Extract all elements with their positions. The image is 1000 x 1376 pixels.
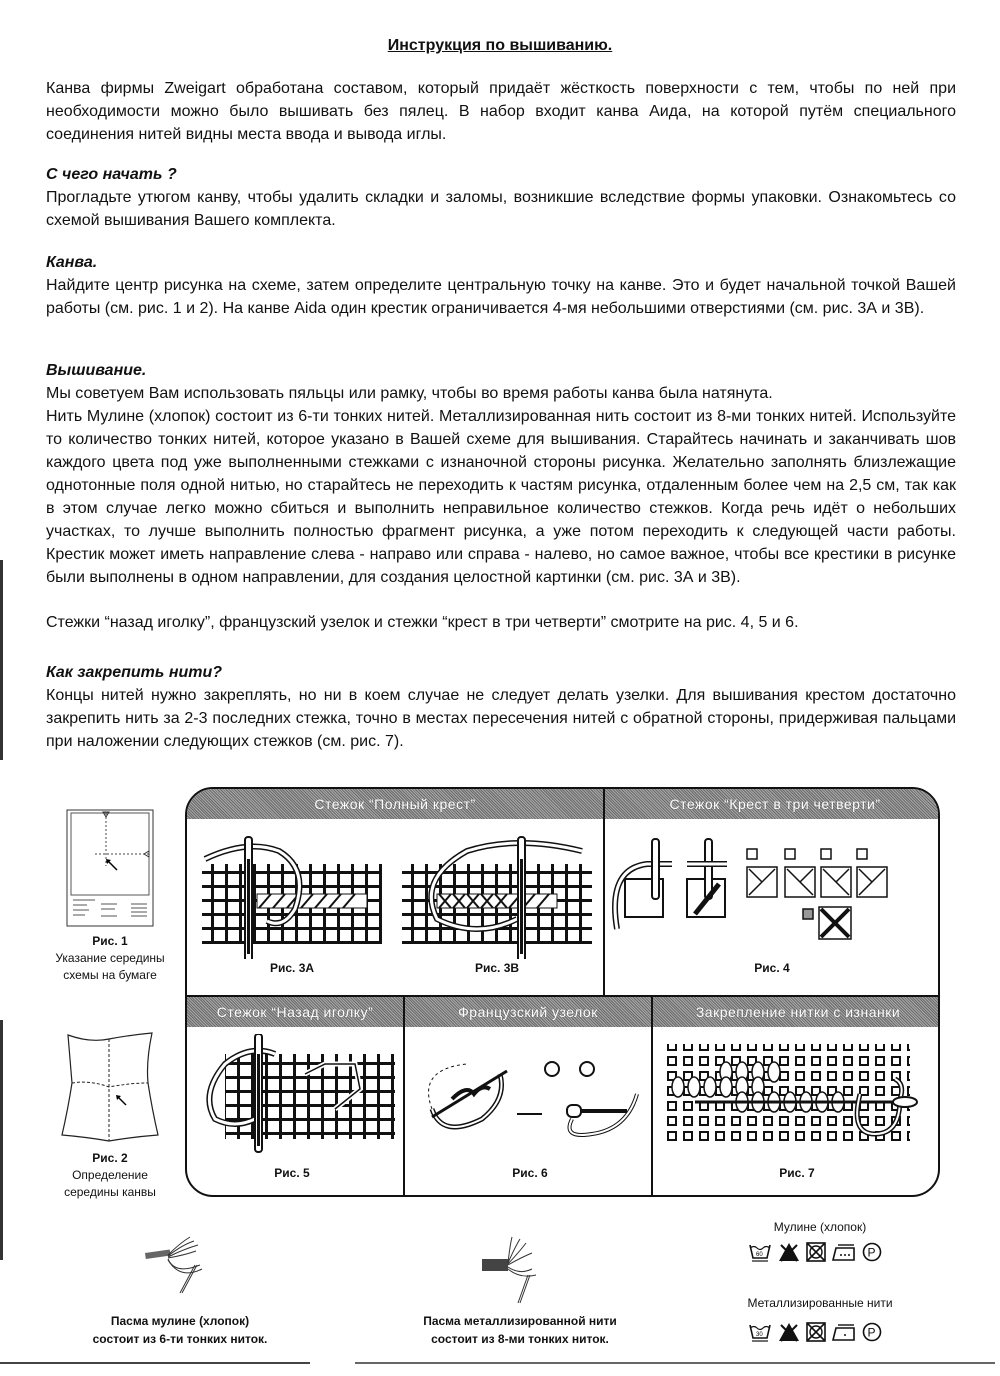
section-fastening [46, 661, 956, 753]
figure-caption: Определение [72, 1168, 148, 1182]
figure-2 [40, 1025, 180, 1201]
section-canvas [46, 251, 956, 320]
panel-header-backstitch: Стежок “Назад иголку” [187, 997, 403, 1027]
thread-fastening-illustration [665, 1039, 930, 1144]
figure-label-6: Рис. 6 [512, 1166, 548, 1180]
french-knot-illustration [412, 1039, 647, 1149]
divider [651, 997, 653, 1197]
section-text: Нить Мулине (хлопок) состоит из 6-ти тонких нитей. Металлизированная нить состоит из 8-ми тонких нитей. Используйте то количество тонких нитей, которое указано в Вашей схеме для вышивания. Старайтесь начинать и заканчивать шов каждого цвета под уже выполненными стежками с изнаночной стороны рисунка. Желательно заполнять близлежащие однотонные поля одной нитью, но старайтесь не переходить к частям рисунка, отдаленным более чем на 2,5 см, так как в этом случае легко можно сбиться и выполнить неправильное количество стежков. Когда речь идёт о небольших участках, то лучше выполнить полностью фрагмент рисунка, а уже потом переходить к следующей части работы. Крестик может иметь направление слева - направо или справа - налево, но самое важное, чтобы все крестики в рисунке были выполнены в одном направлении, для создания целостной картинки (см. рис. 3А и 3В). [46, 408, 956, 586]
panel-header-three-quarter-cross: Стежок “Крест в три четверти” [605, 789, 940, 819]
section-text: Прогладьте утюгом канву, чтобы удалить складки и заломы, возникшие вследствие формы упаковки. Ознакомьтесь со схемой вышивания Вашего комплекта. [46, 189, 956, 229]
no-tumble-dry-icon [806, 1322, 826, 1342]
backstitch-illustration [195, 1034, 400, 1154]
metallic-skein-caption [400, 1312, 640, 1348]
wash-60-icon [748, 1242, 772, 1262]
section-heading: С чего начать ? [46, 166, 177, 183]
panel-header-french-knot: Французский узелок [405, 997, 651, 1027]
caption-line: состоит из 8-ми тонких ниток. [431, 1332, 609, 1346]
scan-edge-mark [0, 1020, 3, 1260]
folded-canvas-icon [60, 1025, 160, 1145]
wash-30-icon [748, 1322, 772, 1342]
care-title-cotton: Мулине (хлопок) [773, 1220, 867, 1234]
figure-label-4: Рис. 4 [754, 961, 790, 975]
section-heading: Как закрепить нити? [46, 664, 223, 681]
figure-caption: схемы на бумаге [63, 968, 157, 982]
figure-label: Рис. 2 [92, 1151, 128, 1165]
section-start [46, 163, 956, 232]
section-text: Мы советуем Вам использовать пяльцы или рамку, чтобы во время работы канва была натянута. [46, 385, 773, 402]
pattern-sheet-icon [65, 808, 155, 928]
full-cross-stitch-3b-illustration [397, 829, 597, 959]
svg-text:60: 60 [756, 1252, 763, 1258]
no-bleach-icon [778, 1322, 800, 1342]
section-text: Найдите центр рисунка на схеме, затем определите центральную точку на канве. Это и будет начальной точкой Вашей работы (см. рис. 1 и 2). На канве Aida один крестик ограничивается 4-мя небольшими отверстиями (см. рис. 3А и 3В). [46, 277, 956, 317]
figure-label-5: Рис. 5 [274, 1166, 310, 1180]
footer-rule [355, 1362, 995, 1364]
footer-rule [0, 1362, 310, 1364]
care-title-metallic: Металлизированные нити [747, 1296, 893, 1310]
stitch-diagrams-frame [185, 787, 940, 1197]
figure-label-3b: Рис. 3В [474, 961, 520, 975]
three-quarter-cross-illustration [607, 829, 937, 959]
metallic-skein-icon [480, 1235, 550, 1305]
intro-text: Канва фирмы Zweigart обработана составом, который придаёт жёсткость поверхности с тем, чтобы по ней при необходимости можно было вышивать без пялец. В набор входит канва Аида, на которой путём специального соединения нитей видны места ввода и вывода иглы. [46, 80, 956, 143]
section-text: Концы нитей нужно закреплять, но ни в коем случае не следует делать узелки. Для вышивания крестом достаточно закрепить нить за 2-3 последних стежка, точно в местах пересечения нитей с обратной стороны, придерживая пальцами при наложении следующих стежков (см. рис. 7). [46, 687, 956, 750]
figure-caption: середины канвы [64, 1185, 156, 1199]
panel-header-thread-fastening: Закрепление нитки с изнанки [653, 997, 940, 1027]
iron-1-dot-icon [832, 1322, 856, 1342]
dry-clean-p-icon [862, 1242, 882, 1262]
iron-3-dots-icon [832, 1242, 856, 1262]
scan-edge-mark [0, 560, 3, 760]
section-heading: Вышивание. [46, 362, 147, 379]
no-tumble-dry-icon [806, 1242, 826, 1262]
section-embroidery [46, 359, 956, 634]
figure-label: Рис. 1 [92, 934, 128, 948]
full-cross-stitch-3a-illustration [197, 829, 387, 959]
figure-1 [40, 808, 180, 984]
no-bleach-icon [778, 1242, 800, 1262]
caption-line: Пасма мулине (хлопок) [110, 1314, 250, 1328]
svg-text:P: P [867, 1325, 876, 1340]
divider [403, 997, 405, 1197]
dry-clean-p-icon [862, 1322, 882, 1342]
intro-paragraph [46, 77, 956, 146]
section-heading: Канва. [46, 254, 98, 271]
figure-label-7: Рис. 7 [779, 1166, 815, 1180]
section-text: Стежки “назад иголку”, французский узелок и стежки “крест в три четверти” смотрите на рис. 4, 5 и 6. [46, 614, 799, 631]
figure-label-3a: Рис. 3А [269, 961, 315, 975]
svg-text:P: P [867, 1245, 876, 1260]
figure-caption: Указание середины [55, 951, 165, 965]
cotton-skein-caption [70, 1312, 290, 1348]
cotton-skein-icon [140, 1235, 220, 1295]
panel-header-full-cross: Стежок “Полный крест” [187, 789, 603, 819]
caption-line: состоит из 6-ти тонких ниток. [92, 1332, 268, 1346]
svg-text:30: 30 [756, 1332, 763, 1338]
page-title: Инструкция по вышиванию. [387, 37, 613, 54]
care-icons-cotton [748, 1242, 882, 1262]
caption-line: Пасма металлизированной нити [423, 1314, 617, 1328]
care-icons-metallic [748, 1322, 882, 1342]
divider [603, 789, 605, 997]
